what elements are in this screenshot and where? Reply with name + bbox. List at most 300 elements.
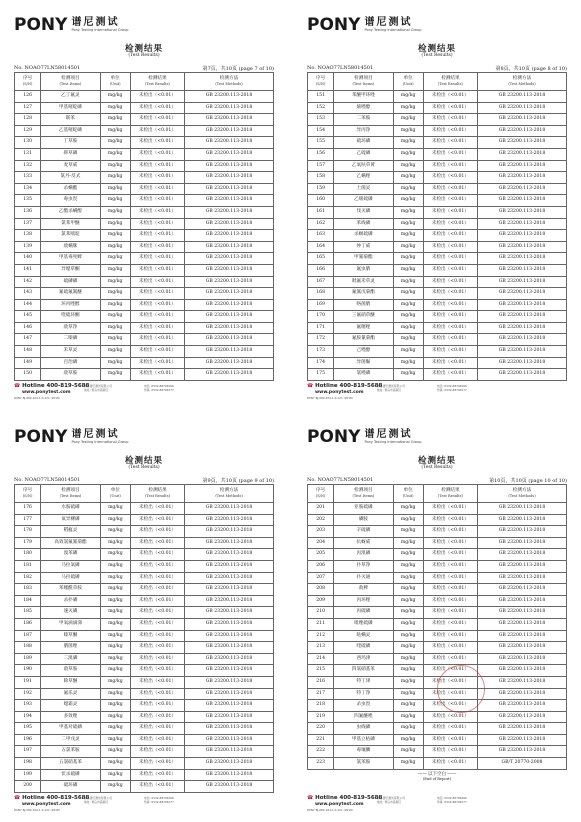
cell-method: GB 23200.113-2018 [185,595,274,607]
cell-item: 氯唑磷 [334,369,393,381]
cell-item: 溴苯磷 [41,549,101,561]
cell-result: 未检出（<0.01） [423,676,477,688]
cell-sn: 160 [308,195,334,207]
cell-method: GB 23200.113-2018 [185,700,274,712]
cell-item: 乙丁氟灵 [41,91,100,103]
cell-method: GB 23200.113-2018 [184,183,273,195]
table-row [308,276,567,288]
logo-wordmark [14,17,67,34]
report-number: No. NOAO77LN58014501 [14,65,81,71]
logo-wordmark [14,429,67,446]
logo-en-name: Pony Testing International Group [71,28,129,32]
cell-result: 未检出（<0.01） [423,595,477,607]
cell-unit: mg/kg [100,369,130,381]
footer-code: PONY BJ-080-104-1.0-121 (2018) [14,396,60,400]
cell-result: 未检出（<0.01） [423,346,477,358]
cell-unit: mg/kg [393,276,423,288]
header-sn-cn: 序号 [316,76,326,82]
cell-result: 未检出（<0.01） [130,584,184,596]
logo-text: PONY [307,427,361,447]
header-result [423,485,477,503]
cell-unit: mg/kg [100,114,130,126]
cell-item: 扑草净 [334,560,393,572]
table-row [15,311,274,323]
cell-result: 未检出（<0.01） [423,630,477,642]
table-row [308,125,567,137]
cell-sn: 174 [308,357,334,369]
cell-result: 未检出（<0.01） [423,334,477,346]
footer-col-1 [377,385,405,392]
table-row [308,253,567,265]
hotline-text: Hotline 400-819-5688 [22,795,90,801]
cell-unit: mg/kg [393,607,423,619]
cell-item: 氯苯胺 [334,758,393,770]
cell-method: GB 23200.113-2018 [477,334,566,346]
cell-item: 除草醚 [41,676,101,688]
footer-col-1 [377,797,405,804]
cell-unit: mg/kg [100,723,130,735]
cell-method: GB 23200.113-2018 [185,734,274,746]
cell-result: 未检出（<0.01） [423,537,477,549]
cell-unit: mg/kg [393,241,423,253]
cell-sn: 206 [308,560,334,572]
cell-unit: mg/kg [100,253,130,265]
cell-result: 未检出（<0.01） [423,299,477,311]
phone-icon: ☎ [14,795,21,801]
table-row [15,503,274,515]
cell-unit: mg/kg [393,514,423,526]
cell-item: 喹硫环酮 [41,311,100,323]
cell-unit: mg/kg [100,642,130,654]
cell-result: 未检出（<0.01） [130,311,184,323]
cell-method: GB 23200.113-2018 [184,148,273,160]
cell-item: 异菌脲 [334,357,393,369]
cell-item: 氧异柳磷 [41,514,101,526]
cell-item: 特丁津 [334,676,393,688]
cell-item: 磷胺 [334,514,393,526]
table-row [308,572,567,584]
cell-method: GB 23200.113-2018 [477,183,566,195]
cell-result: 未检出（<0.01） [130,357,184,369]
cell-item: 苯线磷 [334,218,393,230]
cell-unit: mg/kg [393,160,423,172]
cell-unit: mg/kg [100,537,130,549]
cell-result: 未检出（<0.01） [423,160,477,172]
table-row [15,711,274,723]
table-row [15,595,274,607]
header-result-en: (Test Results) [145,493,171,498]
cell-sn: 134 [15,183,41,195]
table-row [15,195,274,207]
cell-unit: mg/kg [100,102,130,114]
cell-result: 未检出（<0.01） [130,299,184,311]
cell-item: 杀扑磷 [41,595,101,607]
header-method [185,485,274,503]
page-footer [14,795,276,813]
cell-unit: mg/kg [393,723,423,735]
table-row [308,700,567,712]
hotline-text: Hotline 400-819-5688 [22,383,90,389]
cell-sn: 156 [308,148,334,160]
header-method-cn: 检测方法 [219,488,239,494]
cell-method: GB 23200.113-2018 [477,700,566,712]
cell-result: 未检出（<0.01） [423,514,477,526]
cell-sn: 150 [15,369,41,381]
cell-unit: mg/kg [393,549,423,561]
logo-text: PONY [14,15,68,35]
cell-item: 抗蚜威 [334,537,393,549]
table-row [15,148,274,160]
cell-result: 未检出（<0.01） [130,642,184,654]
cell-result: 未检出（<0.01） [130,560,184,572]
cell-result: 未检出（<0.01） [423,288,477,300]
header-sn-en: (S/N) [22,81,33,86]
cell-result: 未检出（<0.01） [130,618,184,630]
cell-sn: 137 [15,218,41,230]
cell-sn: 203 [308,526,334,538]
table-row [308,503,567,515]
cell-result: 未检出（<0.01） [130,781,184,793]
cell-unit: mg/kg [100,357,130,369]
header-item [41,485,101,503]
cell-sn: 163 [308,230,334,242]
table-row [308,288,567,300]
cell-result: 未检出（<0.01） [130,369,184,381]
cell-method: GB 23200.113-2018 [184,276,273,288]
table-row [15,758,274,770]
table-row [15,334,274,346]
cell-unit: mg/kg [393,700,423,712]
cell-result: 未检出（<0.01） [423,125,477,137]
cell-item: 联苯 [41,114,100,126]
logo-en-name: Pony Testing International Group [364,440,422,444]
table-row [308,137,567,149]
footer-col-1-line-2: 地址: 青岛市高新区 [377,387,402,392]
cell-sn: 149 [15,357,41,369]
table-row [308,758,567,770]
table-row [15,206,274,218]
cell-result: 未检出（<0.01） [130,346,184,358]
cell-item: 噁霜灵 [41,700,101,712]
cell-result: 未检出（<0.01） [130,322,184,334]
pony-logo [307,17,422,34]
cell-method: GB 23200.113-2018 [185,723,274,735]
phone-icon: ☎ [14,383,21,389]
cell-item: 腈菌唑 [41,642,101,654]
cell-method: GB 23200.113-2018 [184,137,273,149]
cell-result: 未检出（<0.01） [423,711,477,723]
pony-logo [307,429,422,446]
cell-result: 未检出（<0.01） [423,746,477,758]
header-sn-en: (S/N) [22,493,33,498]
cell-unit: mg/kg [393,537,423,549]
table-row [308,549,567,561]
cell-method: GB 23200.113-2018 [185,665,274,677]
cell-unit: mg/kg [100,595,130,607]
table-row [15,114,274,126]
cell-method: GB 23200.113-2018 [477,253,566,265]
cell-item: 氟乐灵 [41,688,101,700]
cell-unit: mg/kg [100,560,130,572]
cell-sn: 193 [15,700,41,712]
cell-sn: 172 [308,334,334,346]
cell-item: 哒螨灵 [334,630,393,642]
header-unit-cn: 单位 [403,488,413,494]
footer-col-2-line-1: 电话: 0532-88704066 [437,796,467,800]
table-row [15,172,274,184]
header-unit-en: (Unit) [402,81,414,86]
report-title: 检测结果 [417,456,456,466]
cell-item: 乙螨唑 [334,172,393,184]
cell-unit: mg/kg [393,618,423,630]
cell-method: GB 23200.113-2018 [477,276,566,288]
report-page-7 [6,5,282,405]
cell-method: GB 23200.113-2018 [185,653,274,665]
cell-sn: 177 [15,514,41,526]
cell-sn: 167 [308,276,334,288]
cell-unit: mg/kg [393,137,423,149]
cell-method: GB 23200.113-2018 [477,665,566,677]
table-row [15,607,274,619]
cell-method: GB 23200.113-2018 [184,311,273,323]
logo-cn-name: 谱尼测试 [71,429,120,440]
results-table [307,72,567,381]
cell-item: 咯菌腈 [334,299,393,311]
cell-method: GB 23200.113-2018 [477,91,566,103]
header-result-cn: 检测结果 [148,488,167,494]
cell-sn: 210 [308,607,334,619]
cell-unit: mg/kg [393,91,423,103]
report-subtitle: (Test Results) [421,53,453,58]
cell-item: 四氟醚唑 [334,711,393,723]
cell-unit: mg/kg [393,665,423,677]
cell-result: 未检出（<0.01） [130,537,184,549]
cell-sn: 191 [15,676,41,688]
cell-unit: mg/kg [100,700,130,712]
header-item [334,73,393,91]
cell-sn: 165 [308,253,334,265]
cell-result: 未检出（<0.01） [423,618,477,630]
logo-text: PONY [14,427,68,447]
cell-unit: mg/kg [100,230,130,242]
logo-en-name: Pony Testing International Group [71,440,129,444]
cell-result: 未检出（<0.01） [423,114,477,126]
table-row [15,560,274,572]
cell-unit: mg/kg [393,526,423,538]
cell-sn: 202 [308,514,334,526]
phone-icon: ☎ [307,383,314,389]
cell-method: GB 23200.113-2018 [185,607,274,619]
cell-unit: mg/kg [393,148,423,160]
cell-unit: mg/kg [393,172,423,184]
cell-unit: mg/kg [393,299,423,311]
cell-unit: mg/kg [100,503,130,515]
cell-unit: mg/kg [393,688,423,700]
cell-result: 未检出（<0.01） [423,642,477,654]
cell-result: 未检出（<0.01） [130,769,184,781]
report-page-9 [6,417,282,817]
cell-unit: mg/kg [393,357,423,369]
header-unit-cn: 单位 [110,76,120,82]
cell-sn: 194 [15,711,41,723]
cell-unit: mg/kg [393,653,423,665]
cell-item: 五氯硝基苯 [41,758,101,770]
cell-sn: 221 [308,734,334,746]
cell-method: GB 23200.113-2018 [185,688,274,700]
table-row [308,299,567,311]
cell-method: GB 23200.113-2018 [184,172,273,184]
logo-cn-block [364,429,421,444]
table-body [308,503,567,784]
cell-sn: 183 [15,584,41,596]
table-row [308,746,567,758]
cell-sn: 136 [15,206,41,218]
end-of-report: —— 以下空白 —— (End of Report) [417,771,457,782]
cell-result: 未检出（<0.01） [423,183,477,195]
logo-cn-block [71,429,128,444]
header-result-en: (Test Results) [437,493,463,498]
cell-method: GB 23200.113-2018 [185,642,274,654]
cell-unit: mg/kg [100,299,130,311]
cell-unit: mg/kg [100,172,130,184]
cell-method: GB 23200.113-2018 [477,723,566,735]
cell-result: 未检出（<0.01） [130,253,184,265]
header-result-en: (Test Results) [437,81,463,86]
cell-unit: mg/kg [100,781,130,793]
table-row [15,526,274,538]
page-info: 第8页，共10页 (page 8 of 10) [495,66,567,72]
cell-item: 伐灭磷 [334,206,393,218]
table-header-row [308,73,567,91]
cell-item: 敌草净 [41,322,100,334]
cell-unit: mg/kg [100,665,130,677]
footer-col-1-line-1: 青岛谱尼测试有限公司 [377,796,405,800]
cell-item: 甲基立枯磷 [334,734,393,746]
cell-sn: 166 [308,264,334,276]
cell-unit: mg/kg [100,572,130,584]
cell-result: 未检出（<0.01） [423,91,477,103]
table-row [308,537,567,549]
cell-unit: mg/kg [393,595,423,607]
cell-result: 未检出（<0.01） [130,102,184,114]
cell-result: 未检出（<0.01） [423,758,477,770]
footer-col-2-line-2: 传真: 0532-88704077 [144,799,174,804]
cell-unit: mg/kg [100,711,130,723]
cell-item: 土菌灵 [334,183,393,195]
cell-method: GB 23200.113-2018 [477,584,566,596]
cell-result: 未检出（<0.01） [423,734,477,746]
table-row [308,734,567,746]
cell-sn: 161 [308,206,334,218]
cell-result: 未检出（<0.01） [423,584,477,596]
hotline [307,795,382,801]
cell-result: 未检出（<0.01） [423,526,477,538]
cell-item: 己唑醇 [334,346,393,358]
cell-sn: 222 [308,746,334,758]
cell-unit: mg/kg [393,288,423,300]
header-unit-en: (Unit) [110,493,121,498]
cell-result: 未检出（<0.01） [423,653,477,665]
footer-col-2-line-2: 传真: 0532-88704077 [437,799,467,804]
cell-unit: mg/kg [393,734,423,746]
cell-result: 未检出（<0.01） [423,572,477,584]
cell-item: 杀虫畏 [334,700,393,712]
cell-unit: mg/kg [100,584,130,596]
cell-sn: 140 [15,253,41,265]
cell-result: 未检出（<0.01） [130,91,184,103]
cell-result: 未检出（<0.01） [130,137,184,149]
table-row [15,276,274,288]
cell-sn: 171 [308,322,334,334]
report-subtitle: (Test Results) [128,465,160,470]
table-row [15,653,274,665]
cell-item: 伏杀硫磷 [41,769,101,781]
cell-sn: 142 [15,276,41,288]
cell-unit: mg/kg [393,114,423,126]
header-item [334,485,393,503]
table-row [308,218,567,230]
cell-result: 未检出（<0.01） [130,688,184,700]
cell-sn: 186 [15,618,41,630]
header-sn-cn: 序号 [23,76,33,82]
cell-item: 硫磷磷 [41,276,100,288]
cell-method: GB/T 20770-2008 [477,758,566,770]
cell-sn: 178 [15,526,41,538]
cell-method: GB 23200.113-2018 [185,514,274,526]
cell-method: GB 23200.113-2018 [185,537,274,549]
cell-method: GB 23200.113-2018 [185,781,274,793]
table-row [308,369,567,381]
cell-result: 未检出（<0.01） [423,102,477,114]
table-row [15,91,274,103]
cell-item: 烯唑醇 [334,102,393,114]
header-unit [393,73,423,91]
end-of-report-row [308,769,567,784]
header-sn-cn: 序号 [22,488,33,494]
cell-item: 特丁净 [334,688,393,700]
cell-unit: mg/kg [100,264,130,276]
logo-cn-name: 谱尼测试 [364,17,413,28]
footer-col-2-line-2: 传真: 0532-88704077 [437,387,467,392]
cell-unit: mg/kg [393,102,423,114]
footer-col-2 [144,385,174,392]
cell-result: 未检出（<0.01） [130,734,184,746]
cell-sn: 141 [15,264,41,276]
table-row [308,665,567,677]
header-item-cn: 检测项目 [354,76,373,82]
cell-sn: 196 [15,734,41,746]
cell-sn: 188 [15,642,41,654]
table-row [15,676,274,688]
cell-method: GB 23200.113-2018 [185,711,274,723]
cell-item: 吡氟禾草灵 [334,276,393,288]
cell-sn: 144 [15,299,41,311]
phone-icon: ☎ [307,795,314,801]
cell-item: 丁草胺 [41,137,100,149]
cell-result: 未检出（<0.01） [130,514,184,526]
table-row [15,572,274,584]
cell-result: 未检出（<0.01） [130,148,184,160]
cell-item: 喹硫磷 [334,642,393,654]
table-row [308,160,567,172]
cell-result: 未检出（<0.01） [130,264,184,276]
cell-method: GB 23200.113-2018 [477,676,566,688]
cell-sn: 131 [15,148,41,160]
footer-col-2-line-1: 电话: 0532-88704066 [144,384,174,388]
header-method-en: (Test Methods) [508,81,536,86]
cell-item: 甲氰菊酯 [334,253,393,265]
cell-unit: mg/kg [393,503,423,515]
